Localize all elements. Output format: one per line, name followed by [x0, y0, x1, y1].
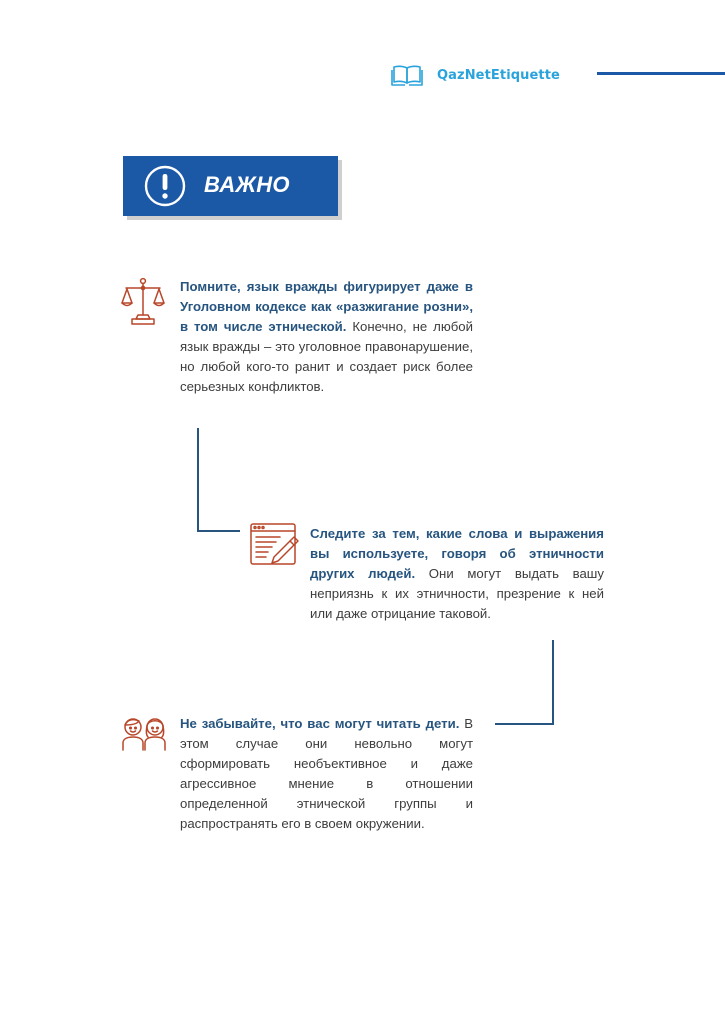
tip-text-1 — [180, 277, 473, 397]
open-book-icon — [391, 64, 423, 86]
tip-lead-2: Следите за тем, какие слова и выражения вы используете, говоря об этничности других людей. — [310, 526, 604, 581]
tip-body-1: Конечно, не любой язык вражды – это уголовное правонарушение, но любой кого-то ранит и создает риск более серьезных конфликтов. — [180, 319, 473, 394]
tip-body-3: В этом случае они невольно могут сформировать необъективное и даже агрессивное мнение в отношении определенной этнической группы и распространять его в своем окружении. — [180, 716, 474, 831]
tip-body-2: Они могут выдать вашу неприязнь к их этничности, презрение к ней или даже отрицание таковой. — [310, 566, 604, 621]
important-label: ВАЖНО — [204, 172, 290, 197]
connector-line-1-vertical — [197, 428, 199, 531]
connector-line-1-horizontal — [197, 530, 240, 532]
tip-lead-1: Помните, язык вражды фигурирует даже в Уголовном кодексе как «разжигание розни», в том числе этнической. — [180, 279, 473, 334]
brand-name: QazNetEtiquette — [437, 67, 560, 83]
tip-text-3 — [180, 714, 473, 834]
exclamation-circle-icon — [144, 165, 186, 207]
children-icon — [121, 715, 167, 751]
tip-lead-3: Не забывайте, что вас могут читать дети. — [180, 716, 460, 731]
important-badge — [123, 156, 338, 216]
tip-text-2 — [310, 524, 604, 624]
connector-line-2-vertical — [552, 640, 554, 724]
header-rule — [597, 72, 725, 75]
scales-icon — [121, 277, 165, 327]
header-brand — [391, 63, 560, 87]
document-pencil-icon — [250, 523, 300, 569]
connector-line-2-horizontal — [495, 723, 554, 725]
